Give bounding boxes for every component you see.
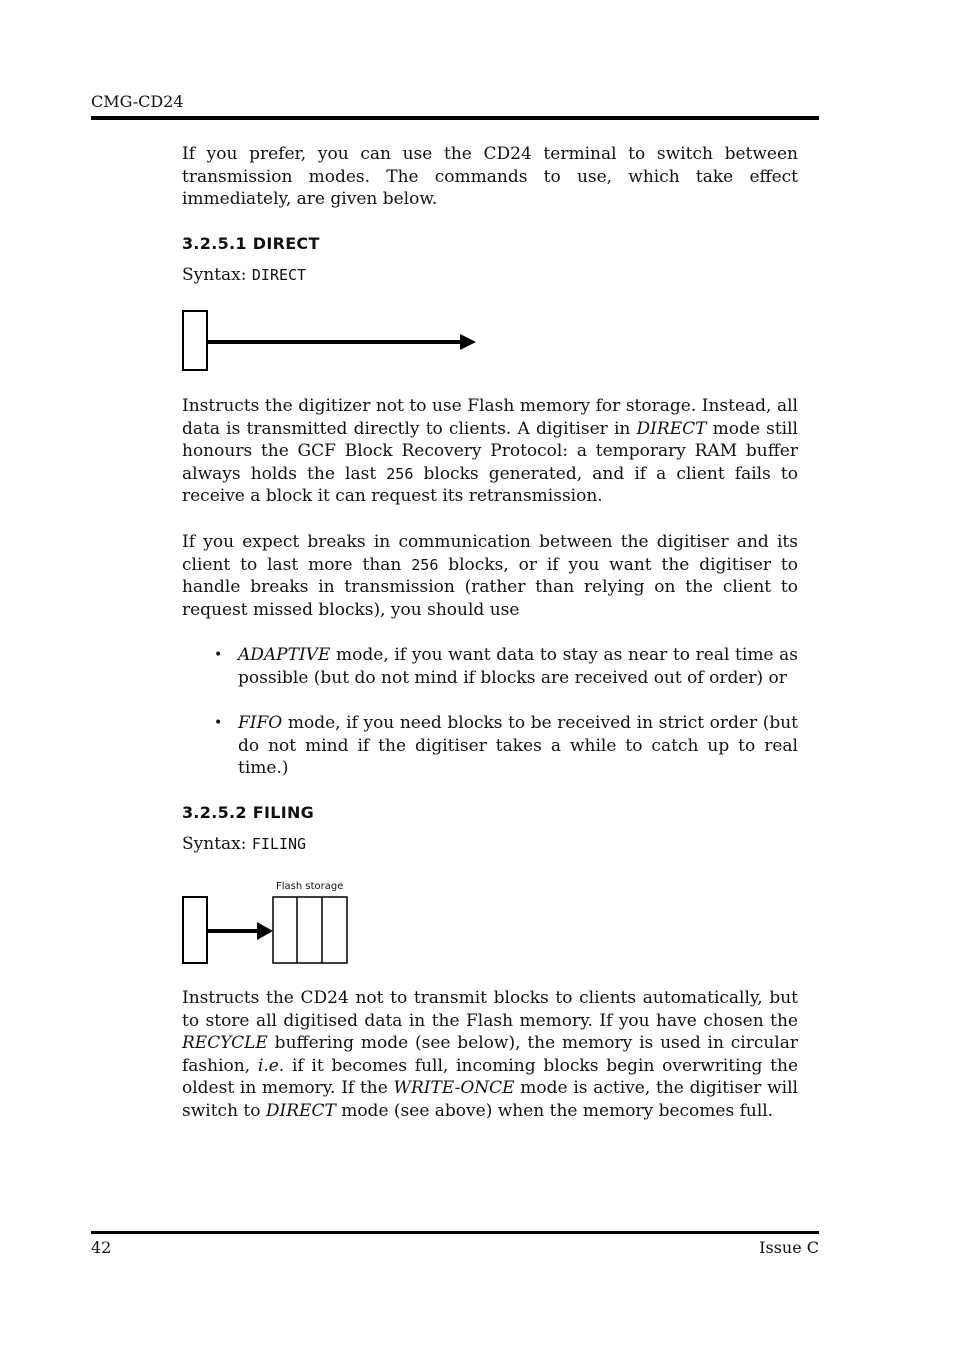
header-doc-code: CMG-CD24 xyxy=(91,92,184,111)
flash-storage-label: Flash storage xyxy=(276,881,344,892)
digitiser-block xyxy=(183,311,207,370)
header-rule xyxy=(91,116,819,120)
syntax-command: FILING xyxy=(251,835,307,853)
syntax-label: Syntax: xyxy=(182,265,252,285)
filing-diagram xyxy=(180,893,352,967)
intro-paragraph: If you prefer, you can use the CD24 terminal to switch between transmission modes. The commands to use, which take effect immediately, are given below. xyxy=(182,144,798,209)
flash-storage-block xyxy=(273,897,347,963)
syntax-label: Syntax: xyxy=(182,834,252,854)
filing-paragraph: Instructs the CD24 not to transmit blocks to clients automatically, but to store all digitised data in the Flash memory. If you have chosen the RECYCLE buffering mode (see below), the memory is used in circular fashion, i.e. if it becomes full, incoming blocks begin overwriting the oldest in memory. If the WRITE-ONCE mode is active, the digitiser will switch to DIRECT mode (see above) when the memory becomes full. xyxy=(182,988,799,1121)
heading-direct: 3.2.5.1 DIRECT xyxy=(182,234,320,253)
footer-rule xyxy=(91,1231,819,1234)
bullet-dot: • xyxy=(214,715,223,731)
direct-paragraph-1: Instructs the digitizer not to use Flash memory for storage. Instead, all data is transmitted directly to clients. A digitiser in DIRECT mode still honours the GCF Block Recovery Protocol: a temporary RAM buffer always holds the last 256 blocks generated, and if a client fails to receive a block it can request its retransmission. xyxy=(182,396,798,506)
bullet-adaptive: ADAPTIVE mode, if you want data to stay as near to real time as possible (but do not mind if blocks are received out of order) or xyxy=(238,645,798,688)
syntax-filing xyxy=(182,834,306,854)
heading-filing: 3.2.5.2 FILING xyxy=(182,803,315,822)
page-number: 42 xyxy=(91,1238,112,1257)
direct-diagram xyxy=(180,308,480,374)
filing-arrow-head xyxy=(257,922,273,940)
syntax-command: DIRECT xyxy=(251,266,307,284)
bullet-dot: • xyxy=(214,647,223,663)
digitiser-block xyxy=(183,897,207,963)
direct-paragraph-2: If you expect breaks in communication between the digitiser and its client to last more than 256 blocks, or if you want the digitiser to handle breaks in transmission (rather than relying on the client to request missed blocks), you should use xyxy=(182,532,799,620)
direct-arrow-head xyxy=(460,334,476,350)
bullet-fifo: FIFO mode, if you need blocks to be received in strict order (but do not mind if the digitiser takes a while to catch up to real time.) xyxy=(238,713,798,778)
issue-label: Issue C xyxy=(759,1238,819,1257)
syntax-direct xyxy=(182,265,306,285)
